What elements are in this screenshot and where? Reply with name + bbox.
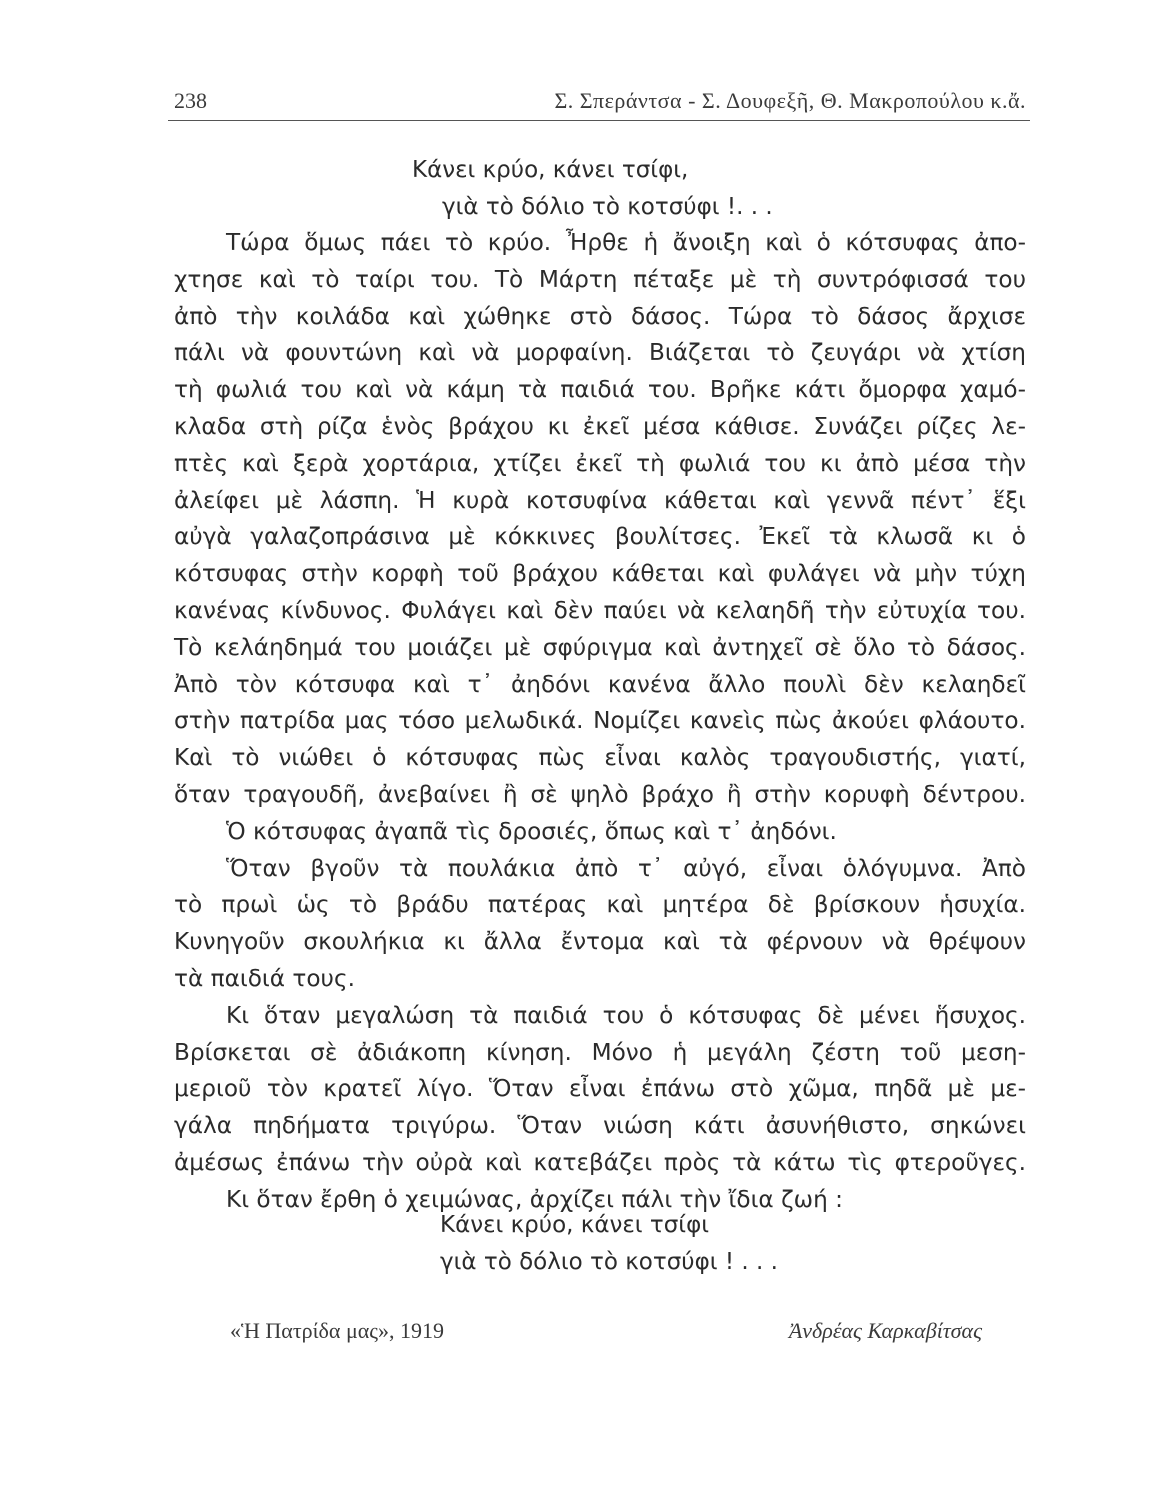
text-line: ἀπὸ τὴν κοιλάδα καὶ χώθηκε στὸ δάσος. Τώρα τὸ δάσος ἄρχισε: [174, 302, 1026, 330]
text-line: Ὅταν βγοῦν τὰ πουλάκια ἀπὸ τ᾽ αὐγό, εἶναι ὁλόγυμνα. Ἀπὸ: [226, 854, 1026, 882]
text-line: πάλι νὰ φουντώνη καὶ νὰ μορφαίνη. Βιάζεται τὸ ζευγάρι νὰ χτίση: [174, 339, 1026, 367]
page-header: [168, 84, 1030, 121]
text-line: χτησε καὶ τὸ ταίρι του. Τὸ Μάρτη πέταξε μὲ τὴ συντρόφισσά του: [174, 265, 1026, 293]
body-text: [174, 225, 1026, 1219]
running-title: Σ. Σπεράντσα - Σ. Δουφεξῆ, Θ. Μακροπούλου κ.ἄ.: [554, 88, 1026, 113]
text-line: Κι ὅταν μεγαλώση τὰ παιδιά του ὁ κότσυφας δὲ μένει ἥσυχος.: [226, 1001, 1026, 1029]
text-line: Ἀπὸ τὸν κότσυφα καὶ τ᾽ ἀηδόνι κανένα ἄλλο πουλὶ δὲν κελαηδεῖ: [174, 670, 1026, 698]
text-line: κότσυφας στὴν κορφὴ τοῦ βράχου κάθεται καὶ φυλάγει νὰ μὴν τύχη: [174, 560, 1026, 588]
text-line: ἀμέσως ἐπάνω τὴν οὐρὰ καὶ κατεβάζει πρὸς τὰ κάτω τὶς φτεροῦγες.: [174, 1148, 1026, 1176]
text-line: ὅταν τραγουδῆ, ἀνεβαίνει ἢ σὲ ψηλὸ βράχο ἢ στὴν κορυφὴ δέντρου.: [174, 780, 1026, 808]
author-name: Ἀνδρέας Καρκαβίτσας: [788, 1318, 982, 1343]
text-line: πτὲς καὶ ξερὰ χορτάρια, χτίζει ἐκεῖ τὴ φωλιά του κι ἀπὸ μέσα τὴν: [174, 449, 1026, 477]
verse-line: Κάνει κρύο, κάνει τσίφι: [440, 1212, 710, 1238]
text-line: ἀλείφει μὲ λάσπη. Ἡ κυρὰ κοτσυφίνα κάθεται καὶ γεννᾶ πέντ᾽ ἕξι: [174, 486, 1026, 514]
page-number: 238: [174, 88, 207, 113]
text-line: μεριοῦ τὸν κρατεῖ λίγο. Ὅταν εἶναι ἐπάνω στὸ χῶμα, πηδᾶ μὲ με-: [174, 1075, 1026, 1103]
text-line: κανένας κίνδυνος. Φυλάγει καὶ δὲν παύει νὰ κελαηδῆ τὴν εὐτυχία του.: [174, 596, 1026, 624]
text-line: Κι ὅταν ἔρθη ὁ χειμώνας, ἀρχίζει πάλι τὴν ἴδια ζωή :: [226, 1185, 843, 1213]
text-line: Καὶ τὸ νιώθει ὁ κότσυφας πὼς εἶναι καλὸς τραγουδιστής, γιατί,: [174, 744, 1026, 772]
text-line: Ὁ κότσυφας ἀγαπᾶ τὶς δροσιές, ὅπως καὶ τ᾽ ἀηδόνι.: [226, 817, 837, 845]
verse-top: [412, 152, 773, 226]
verse-bottom: [440, 1207, 778, 1281]
text-line: Τώρα ὅμως πάει τὸ κρύο. Ἦρθε ἡ ἄνοιξη καὶ ὁ κότσυφας ἀπο-: [226, 229, 1026, 256]
verse-line: γιὰ τὸ δόλιο τὸ κοτσύφι !. . .: [442, 194, 773, 220]
text-line: κλαδα στὴ ρίζα ἑνὸς βράχου κι ἐκεῖ μέσα κάθισε. Συνάζει ρίζες λε-: [174, 412, 1026, 440]
text-line: στὴν πατρίδα μας τόσο μελωδικά. Νομίζει κανεὶς πὼς ἀκούει φλάουτο.: [174, 707, 1026, 735]
text-line: τὸ πρωὶ ὡς τὸ βράδυ πατέρας καὶ μητέρα δὲ βρίσκουν ἡσυχία.: [174, 891, 1026, 919]
text-line: Βρίσκεται σὲ ἀδιάκοπη κίνηση. Μόνο ἡ μεγάλη ζέστη τοῦ μεση-: [174, 1038, 1026, 1066]
text-line: Κυνηγοῦν σκουλήκια κι ἄλλα ἔντομα καὶ τὰ φέρνουν νὰ θρέψουν: [174, 928, 1026, 956]
text-line: γάλα πηδήματα τριγύρω. Ὅταν νιώση κάτι ἀσυνήθιστο, σηκώνει: [174, 1112, 1026, 1140]
text-line: αὐγὰ γαλαζοπράσινα μὲ κόκκινες βουλίτσες. Ἐκεῖ τὰ κλωσᾶ κι ὁ: [174, 523, 1026, 551]
page-footer: [230, 1318, 982, 1352]
verse-line: γιὰ τὸ δόλιο τὸ κοτσύφι ! . . .: [440, 1249, 778, 1275]
text-line: Τὸ κελάηδημά του μοιάζει μὲ σφύριγμα καὶ ἀντηχεῖ σὲ ὅλο τὸ δάσος.: [174, 633, 1026, 661]
text-line: τὴ φωλιά του καὶ νὰ κάμη τὰ παιδιά του. Βρῆκε κάτι ὄμορφα χαμό-: [174, 376, 1026, 404]
verse-line: Κάνει κρύο, κάνει τσίφι,: [412, 157, 689, 183]
text-line: τὰ παιδιά τους.: [174, 964, 355, 992]
source-citation: «Ἡ Πατρίδα μας», 1919: [230, 1318, 444, 1343]
